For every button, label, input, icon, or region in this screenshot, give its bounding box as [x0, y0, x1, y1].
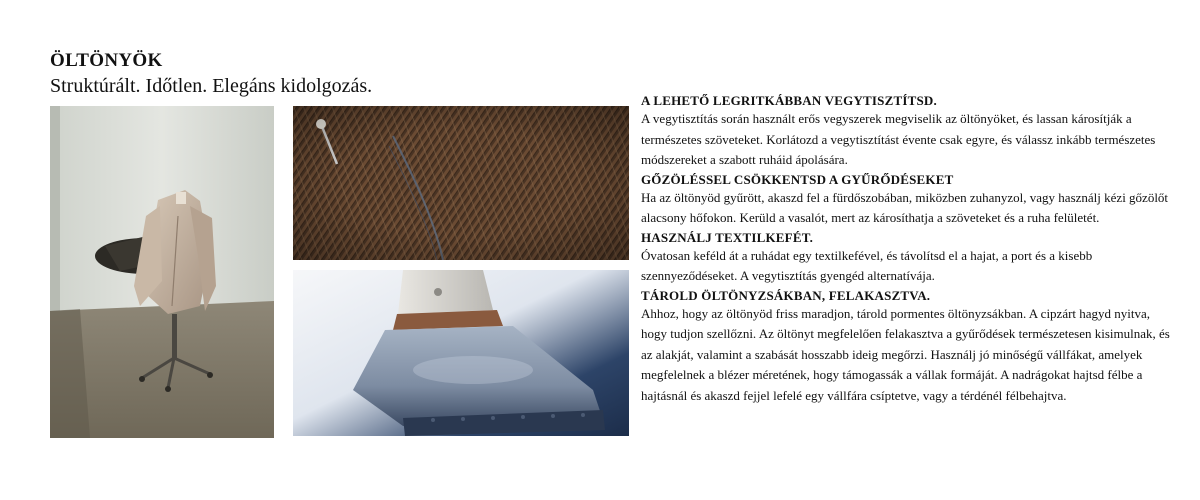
care-item-brushing [641, 229, 1176, 287]
care-body: Ahhoz, hogy az öltönyöd friss maradjon, tárold pormentes öltönyzsákban. A cipzárt hagyd nyitva, hogy tudjon szellőzni. Az öltönyt megfelelően felakasztva a gyűrődések természetesen kisimulnak, és az alakját, valamint a szabását hosszabb ideig megőrzi. Használj jó minőségű vállfákat, amelyek megfelelnek a blézer méretének, hogy támogassák a vállak formáját. A nadrágokat hajtsd félbe a hajtásnál és akaszd fejjel lefelé egy vállfára csíptetve, vagy a térdénél félbehajtva. [641, 305, 1170, 403]
care-heading: HASZNÁLJ TEXTILKEFÉT. [641, 229, 814, 245]
care-item-steaming [641, 171, 1176, 229]
care-heading: A LEHETŐ LEGRITKÁBBAN VEGYTISZTÍTSD. [641, 93, 937, 108]
suit-on-chair-photo [50, 106, 274, 438]
care-heading: TÁROLD ÖLTÖNYZSÁKBAN, FELAKASZTVA. [641, 287, 931, 303]
care-body: Óvatosan keféld át a ruhádat egy textilkefével, és távolítsd el a hajat, a port és a kisebb szennyeződéseket. A vegytisztítás gyengéd alternatívája. [641, 247, 1093, 283]
care-body: Ha az öltönyöd gyűrött, akaszd fel a fürdőszobában, miközben zuhanyzol, vagy használj kézi gőzölőt alacsony hőfokon. Kerüld a vasalót, mert az károsíthatja a szöveteket és a ruha felületét. [641, 189, 1169, 225]
page-title: ÖLTÖNYÖK [50, 50, 163, 71]
care-heading: GŐZÖLÉSSEL CSÖKKENTSD A GYŰRŐDÉSEKET [641, 171, 954, 187]
care-item-dry-cleaning [641, 92, 1176, 171]
page-subtitle: Struktúrált. Időtlen. Elegáns kidolgozás. [50, 75, 373, 97]
fabric-closeup-photo [293, 106, 629, 260]
care-instructions [641, 92, 1176, 406]
care-body: A vegytisztítás során használt erős vegyszerek megviselik az öltönyöket, és lassan károsítják a természetes szöveteket. Korlátozd a vegytisztítást évente csak egyre, és válassz inkább természetes módszereket a szabott ruháid ápolására. [641, 111, 1156, 167]
steamer-closeup-photo [293, 270, 629, 436]
care-item-storage [641, 287, 1176, 407]
